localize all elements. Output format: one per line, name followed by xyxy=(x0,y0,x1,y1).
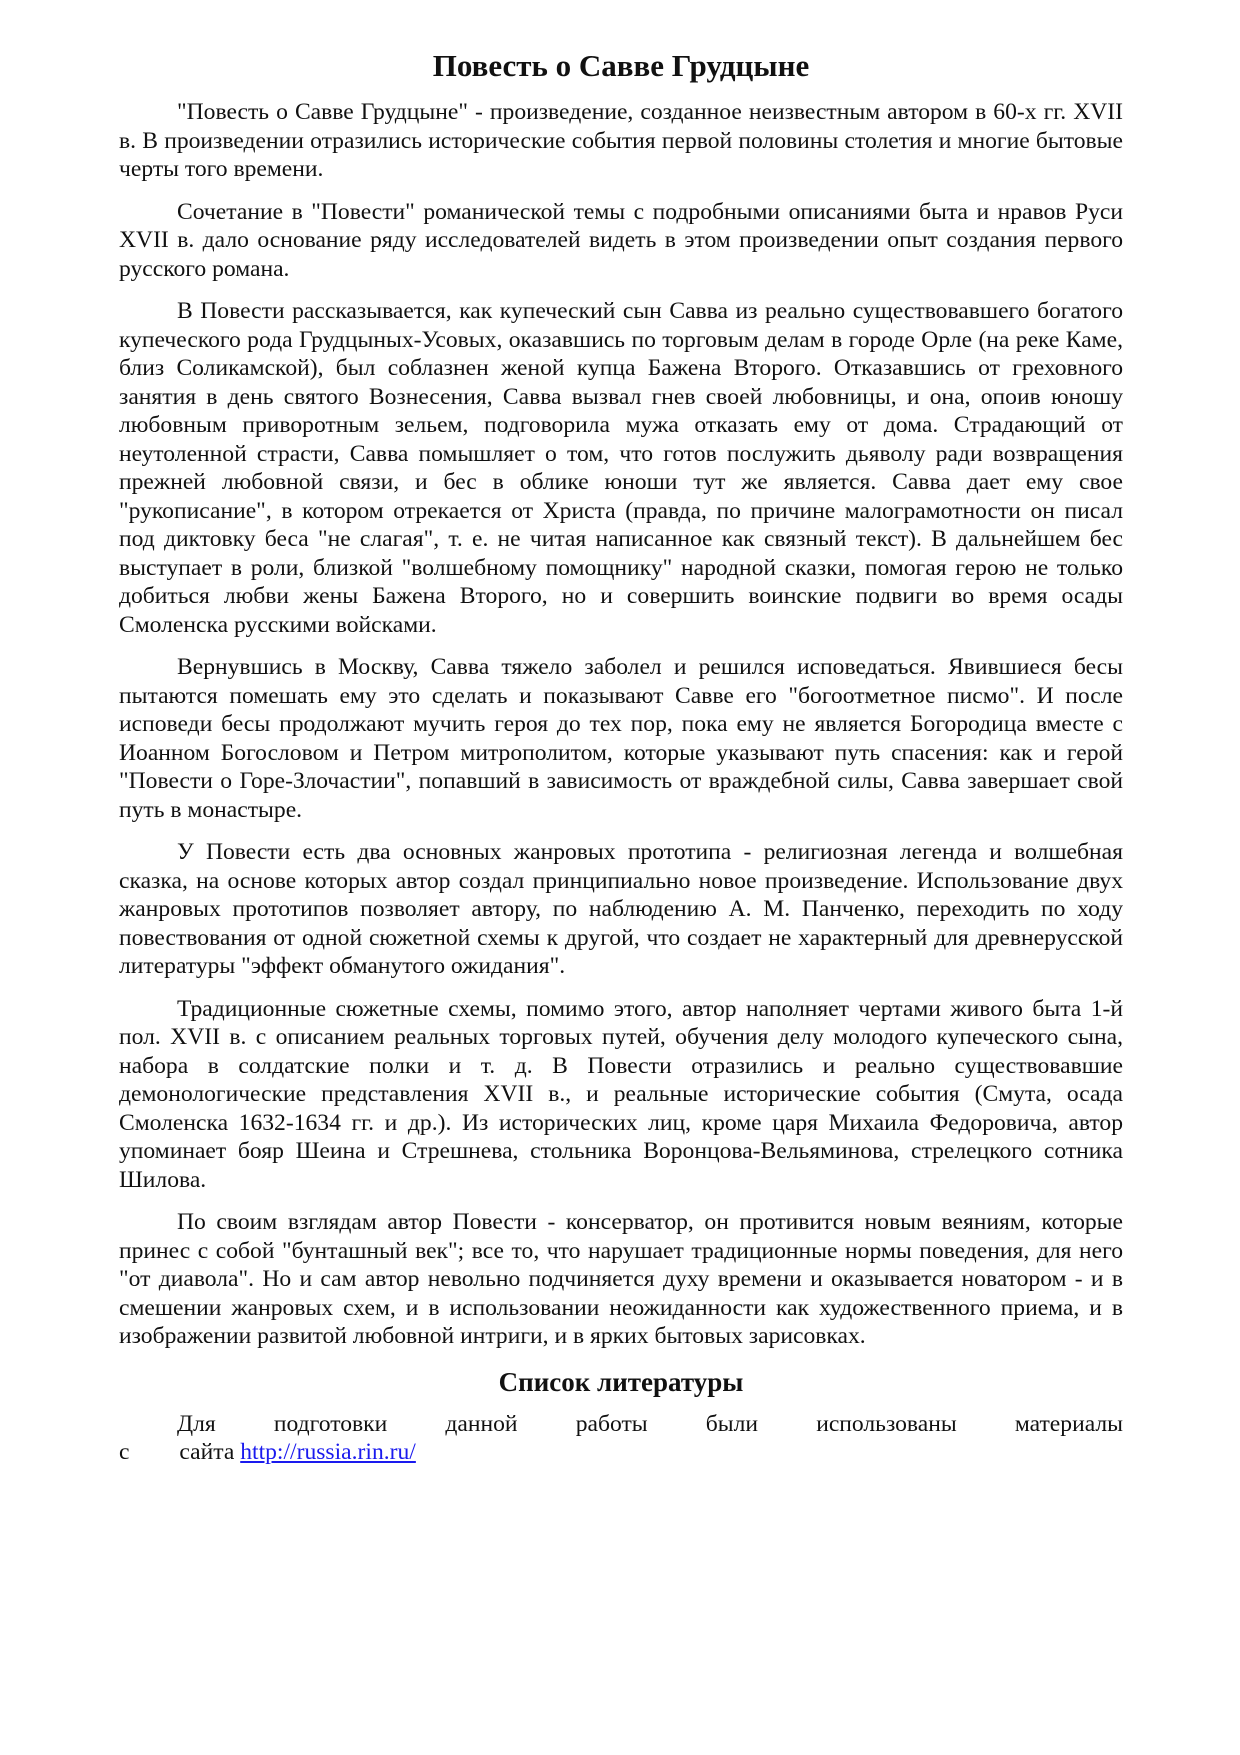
document-title: Повесть о Савве Грудцыне xyxy=(432,48,810,83)
references-heading: Список литературы xyxy=(498,1366,744,1397)
paragraph-7: По своим взглядам автор Повести - консерватор, он противится новым веяниям, которые принес с собой "бунташный век"; все то, что нарушает традиционные нормы поведения, для него "от диавола". Но и сам автор невольно подчиняется духу времени и оказывается новатором - и в смешении жанровых схем, и в использовании неожиданности как художественного приема, и в изображении развитой любовной интриги, и в ярких бытовых зарисовках. xyxy=(119,1209,1123,1350)
references-paragraph xyxy=(119,1410,1123,1467)
source-link[interactable]: http://russia.rin.ru/ xyxy=(240,1439,416,1466)
paragraph-6: Традиционные сюжетные схемы, помимо этого, автор наполняет чертами живого быта 1-й пол. XVII в. с описанием реальных торговых путей, обучения делу молодого купеческого сына, набора в солдатские полки и т. д. В Повести отразились и реально существовавшие демонологические представления XVII в., и реальные исторические события (Смута, осада Смоленска 1632-1634 гг. и др.). Из исторических лиц, кроме царя Михаила Федоровича, автор упоминает бояр Шеина и Стрешнева, стольника Воронцова-Вельяминова, стрелецкого сотника Шилова. xyxy=(119,995,1123,1193)
paragraph-5: У Повести есть два основных жанровых прототипа - религиозная легенда и волшебная сказка, на основе которых автор создал принципиально новое произведение. Использование двух жанровых прототипов позволяет автору, по наблюдению А. М. Панченко, переходить по ходу повествования от одной сюжетной схемы к другой, что создает не характерный для древнерусской литературы "эффект обманутого ожидания". xyxy=(119,839,1123,980)
paragraph-4: Вернувшись в Москву, Савва тяжело заболел и решился исповедаться. Явившиеся бесы пытаются помешать ему это сделать и показывают Савве его "богоотметное писмо". И после исповеди бесы продолжают мучить героя до тех пор, пока ему не является Богородица вместе с Иоанном Богословом и Петром митрополитом, которые указывают путь спасения: как и герой "Повести о Горе-Злочастии", попавший в зависимость от враждебной силы, Савва завершает свой путь в монастыре. xyxy=(119,654,1123,823)
paragraph-2: Сочетание в "Повести" романической темы с подробными описаниями быта и нравов Руси XVII в. дало основание ряду исследователей видеть в этом произведении опыт создания первого русского романа. xyxy=(119,198,1123,282)
references-text: Для подготовки данной работы были использованы материалы с сайта xyxy=(119,1410,1123,1466)
paragraph-3: В Повести рассказывается, как купеческий сын Савва из реально существовавшего богатого купеческого рода Грудцыных-Усовых, оказавшись по торговым делам в городе Орле (на реке Каме, близ Соликамской), был соблазнен женой купца Бажена Второго. Отказавшись от греховного занятия в день святого Вознесения, Савва вызвал гнев своей любовницы, и она, опоив юношу любовным приворотным зельем, подговорила мужа отказать ему от дома. Страдающий от неутоленной страсти, Савва помышляет о том, что готов послужить дьяволу ради возвращения прежней любовной связи, и бес в облике юноши тут же является. Савва дает ему свое "рукописание", в котором отрекается от Христа (правда, по причине малограмотности он писал под диктовку беса "не слагая", т. е. не читая написанное как связный текст). В дальнейшем бес выступает в роли, близкой "волшебному помощнику" народной сказки, помогая герою не только добиться любви жены Бажена Второго, но и совершить воинские подвиги во время осады Смоленска русскими войсками. xyxy=(119,298,1123,638)
paragraph-1: "Повесть о Савве Грудцыне" - произведение, созданное неизвестным автором в 60-х гг. XVII в. В произведении отразились исторические события первой половины столетия и многие бытовые черты того времени. xyxy=(119,99,1123,183)
document-page xyxy=(119,46,1123,1467)
